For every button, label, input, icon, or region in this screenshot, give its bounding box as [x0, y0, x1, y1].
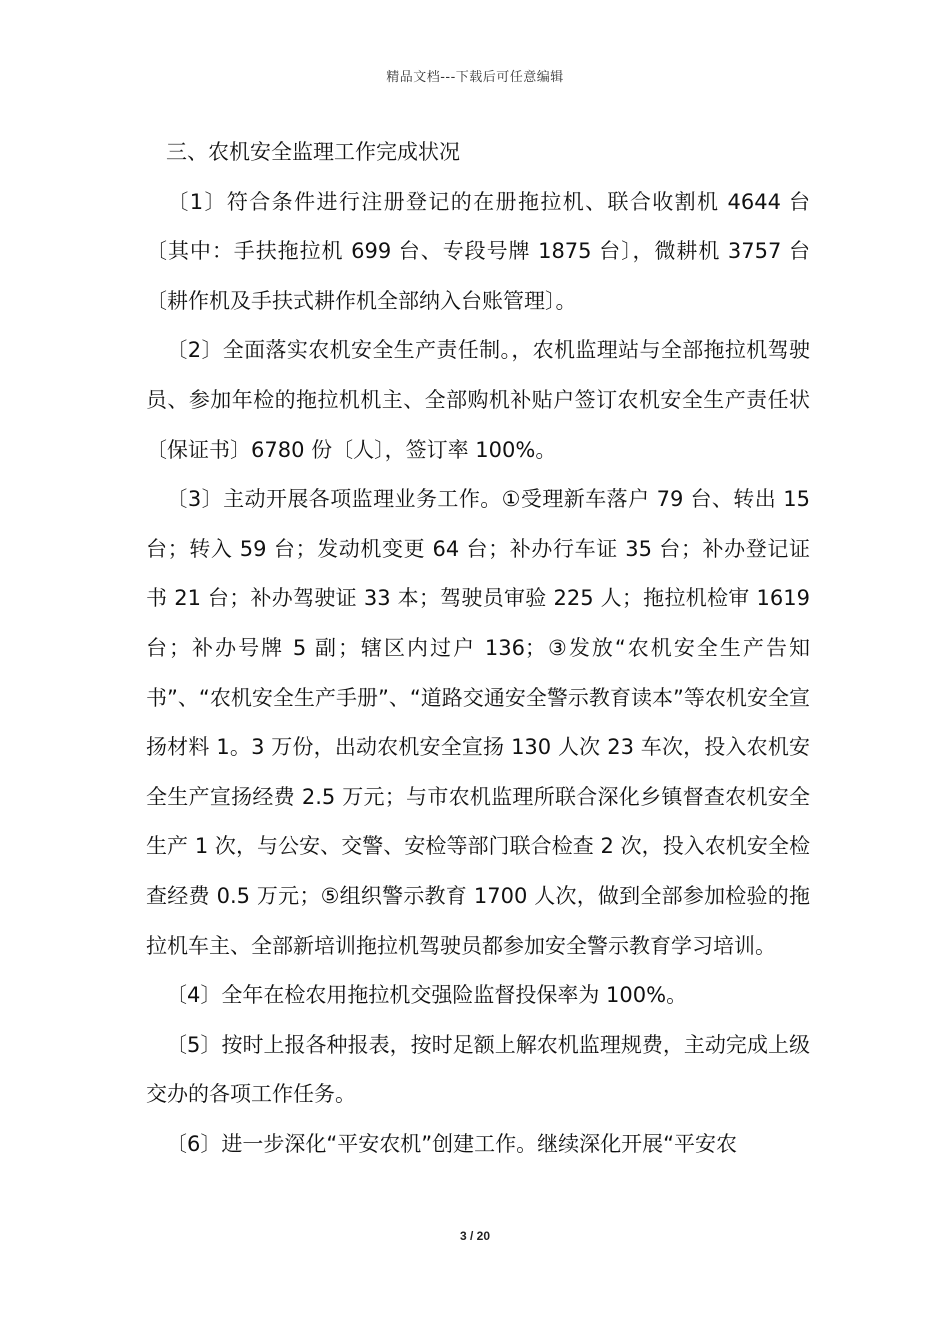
document-body: [146, 128, 810, 1169]
paragraph-3: [146, 475, 810, 971]
paragraph-2: [146, 326, 810, 475]
paragraph-1-text: 〔1〕符合条件进行注册登记的在册拖拉机、联合收割机 4644 台〔其中：手扶拖拉机 699 台、专段号牌 1875 台〕，微耕机 3757 台〔耕作机及手扶式耕作机全部纳入台账管理〕。: [146, 189, 810, 313]
paragraph-6-text: 〔6〕进一步深化“平安农机”创建工作。继续深化开展“平安农: [166, 1131, 737, 1156]
paragraph-2-text: 〔2〕全面落实农机安全生产责任制。，农机监理站与全部拖拉机驾驶员、参加年检的拖拉机机主、全部购机补贴户签订农机安全生产责任状〔保证书〕6780 份〔人〕，签订率 100%。: [146, 338, 810, 462]
paragraph-4-text: 〔4〕全年在检农用拖拉机交强险监督投保率为 100%。: [166, 983, 688, 1008]
section-heading: 三、农机安全监理工作完成状况: [166, 140, 460, 164]
page-header: 精品文档---下载后可任意编辑: [386, 70, 564, 85]
paragraph-1: [146, 178, 810, 327]
paragraph-6: [146, 1120, 810, 1170]
paragraph-5: [146, 1021, 810, 1120]
page-number: 3 / 20: [459, 1229, 491, 1243]
paragraph-4: [146, 971, 810, 1021]
paragraph-5-text: 〔5〕按时上报各种报表，按时足额上解农机监理规费，主动完成上级交办的各项工作任务。: [146, 1032, 810, 1107]
paragraph-3-text: 〔3〕主动开展各项监理业务工作。①受理新车落户 79 台、转出 15 台；转入 59 台；发动机变更 64 台；补办行车证 35 台；补办登记证书 21 台；补办驾驶证 33 本；驾驶员审验 225 人；拖拉机检审 1619 台；补办号牌 5 副；辖区内过户 136；③发放“农机安全生产告知书”、“农机安全生产手册”、“道路交通安全警示教育读本”等农机安全宣扬材料 1。3 万份，出动农机安全宣扬 130 人次 23 车次，投入农机安全生产宣扬经费 2.5 万元；与市农机监理所联合深化乡镇督查农机安全生产 1 次，与公安、交警、安检等部门联合检查 2 次，投入农机安全检查经费 0.5 万元；⑤组织警示教育 1700 人次，做到全部参加检验的拖拉机车主、全部新培训拖拉机驾驶员都参加安全警示教育学习培训。: [146, 487, 810, 958]
